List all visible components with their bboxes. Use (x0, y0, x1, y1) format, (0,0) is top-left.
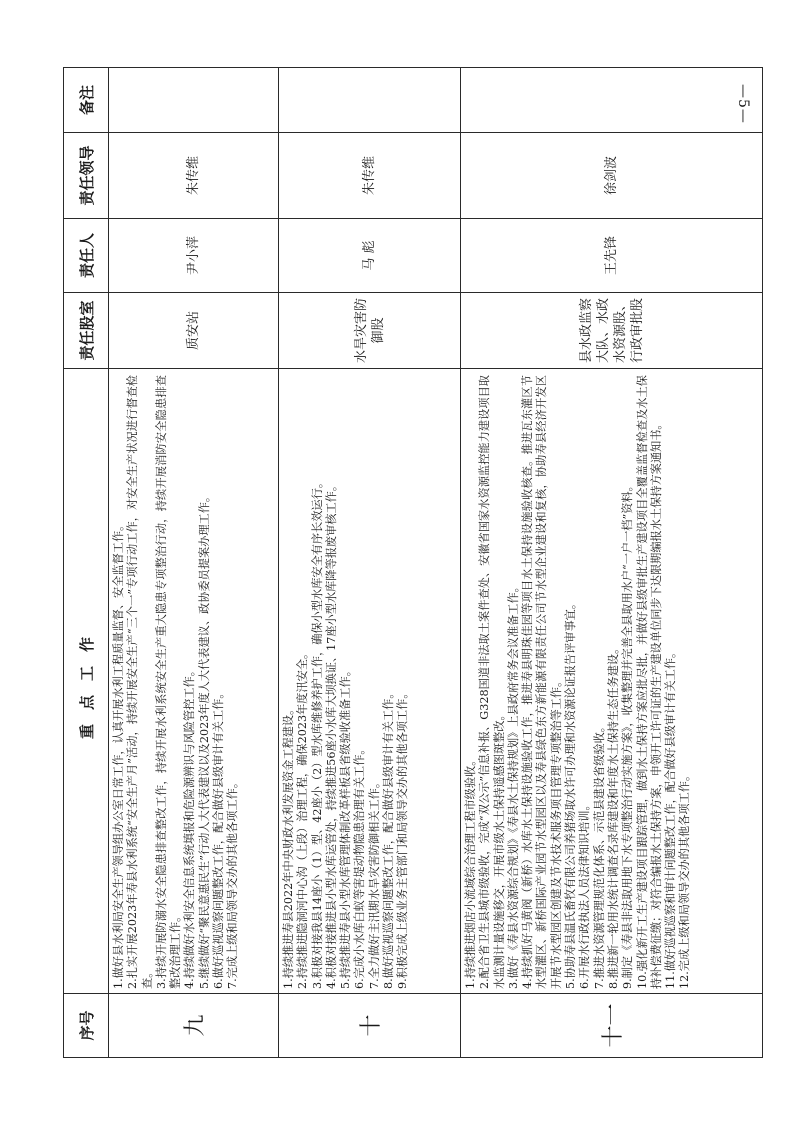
row-dept: 质安站 (109, 293, 279, 369)
table-header-row (64, 68, 109, 1058)
header-task: 重点工作 (64, 369, 109, 994)
task-item: 5.协助寿县温氏畜牧有限公司养猪场取水许可办理和水资源论证报告评审事宜。 (564, 597, 578, 989)
task-item: 5.持续推进寿县小型水库管理体制改革样板县省级验收准备工作。 (339, 665, 353, 989)
task-item: 11.做好巡视巡察和审计问题整改工作，配合做好县级审计有关工作。 (664, 646, 678, 989)
task-item: 1.持续推进烟店小流域综合治理工程市级验收。 (464, 754, 477, 989)
task-item: 6.开展水行政执法人员法律知识培训。 (578, 799, 592, 989)
task-item: 7.全力做好主汛期水旱灾害防御相关工作。 (367, 776, 381, 989)
header-leader: 责任领导 (64, 133, 109, 219)
row-dept: 县水政监察大队、水政水资源股、行政审批股 (461, 293, 763, 369)
task-item: 12.完成上级和局领导交办的其他各项工作。 (678, 769, 692, 989)
task-item: 1.做好县水利局安全生产领导组办公室日常工作，认真开展水利工程质量监督、安全监督工作。 (112, 519, 125, 989)
row-tasks (461, 369, 763, 994)
task-item: 7.完成上级和局领导交办的其他各项工作。 (226, 776, 240, 989)
task-item: 8.做好巡视巡察问题整改工作，配合做好县级审计有关工作。 (382, 687, 396, 989)
header-note: 备注 (64, 68, 109, 133)
row-seq: 十一 (461, 994, 763, 1058)
task-item: 1.持续推进寿县2022年中央财政水利发展资金工程建设。 (282, 703, 295, 989)
task-item: 2.扎实开展2023年寿县水利系统“安全生产月”活动，持续开展安全生产“三个一”专项行动工作，对安全生产状况进行督查检查。 (126, 375, 154, 989)
row-person: 尹小萍 (109, 219, 279, 293)
row-person: 王先锋 (461, 219, 763, 293)
header-person: 责任人 (64, 219, 109, 293)
task-item: 5.继续做好“聚民意惠民生”行动人大代表建议以及2023年度人大代表建议、政协委员提案办理工作。 (197, 490, 211, 989)
row-leader: 朱传维 (109, 133, 279, 219)
row-leader: 朱传维 (279, 133, 461, 219)
row-seq: 十 (279, 994, 461, 1058)
table-row (279, 68, 461, 1058)
task-item: 4.积极对接推进县小型水库运管处，持续推进56座小水库大坝换证、17座小型水库降等报废审核工作。 (324, 479, 338, 989)
row-tasks (279, 369, 461, 994)
page-number: —5— (735, 84, 751, 124)
task-item: 9.积极完成上级业务主管部门和局领导交办的其他各项工作。 (396, 687, 410, 989)
task-item: 9.制定《寿县非法取用地下水专项整治行动实施方案》，收集整理并完善全县取用水户“一户一档”资料。 (621, 480, 635, 989)
task-item: 10.强化新开工生产建设项目跟踪管理，做到水土保持方案应批尽批，并做好县级审批生产建设项目全覆盖监督检查及水土保持补偿费征缴；对符合编报水土保持方案，申领开工许可证的生产建设单位同步下达限期编报水土保持方案通知书。 (635, 375, 663, 989)
task-item: 3.持续开展防溺水安全隐患排查整改工作，持续开展水利系统安全生产重大隐患专项整治行动，持续开展消防安全隐患排查整改治理工作。 (154, 375, 183, 989)
table-row (461, 68, 763, 1058)
task-item: 4.持续抓好马黄阀（新桥）水库水土保持设施验收工作，推进寿县明珠佳园等项目水土保持设施验收核查。推进瓦东灌区节水型灌区、新桥国际产业园节水型园区以及寿县绿色东方新能源有限责任公司节水型企业建设和复核，协助寿县经济开发区开展节水型园区创建及节水技术服务项目管理专项整治等工作。 (521, 375, 563, 989)
rotated-table-container (63, 68, 763, 1058)
header-seq: 序号 (64, 994, 109, 1058)
task-item: 6.完成小水库白蚁等害堤动物隐患治理有关工作。 (353, 743, 367, 989)
task-item: 8.推进新一轮用水统计调查名录库建设和年度水土保持生态任务建设。 (606, 642, 620, 989)
task-item: 6.做好巡视巡察问题整改工作，配合做好县级审计有关工作。 (212, 687, 226, 989)
row-note (461, 68, 763, 133)
task-item: 2.配合省卫生县城市级验收，完成“双公示”信息补报、G328国道非法取土案件查处、安徽省国家水资源监控能力建设项目取水监测计量设施移交，开展市级水土保持遥感图斑整改。 (478, 375, 506, 989)
row-dept: 水旱灾害防御股 (279, 293, 461, 369)
task-item: 2.持续推进隐洞河中心沟（上段）治理工程，确保2023年度汛安全。 (296, 647, 310, 989)
row-person: 马 彪 (279, 219, 461, 293)
row-seq: 九 (109, 994, 279, 1058)
row-leader: 徐剑波 (461, 133, 763, 219)
task-item: 7.推进水资源管理规范化体系、示范县建设省级验收。 (592, 721, 606, 989)
table-row (109, 68, 279, 1058)
task-item: 3.做好《寿县水资源综合规划》《寿县水土保持规划》上县政府常务会议准备工作。 (506, 581, 520, 989)
task-item: 4.持续做好水利安全信息系统填报和危险源辨识与风险管控工作。 (183, 665, 197, 989)
task-item: 3.积极对接我县14座小（1）型、42座小（2）型水库维修养护工作，确保小型水库安全有序长效运行。 (310, 476, 324, 989)
row-note (279, 68, 461, 133)
row-note (109, 68, 279, 133)
row-tasks (109, 369, 279, 994)
header-dept: 责任股室 (64, 293, 109, 369)
work-plan-table (63, 67, 763, 1058)
